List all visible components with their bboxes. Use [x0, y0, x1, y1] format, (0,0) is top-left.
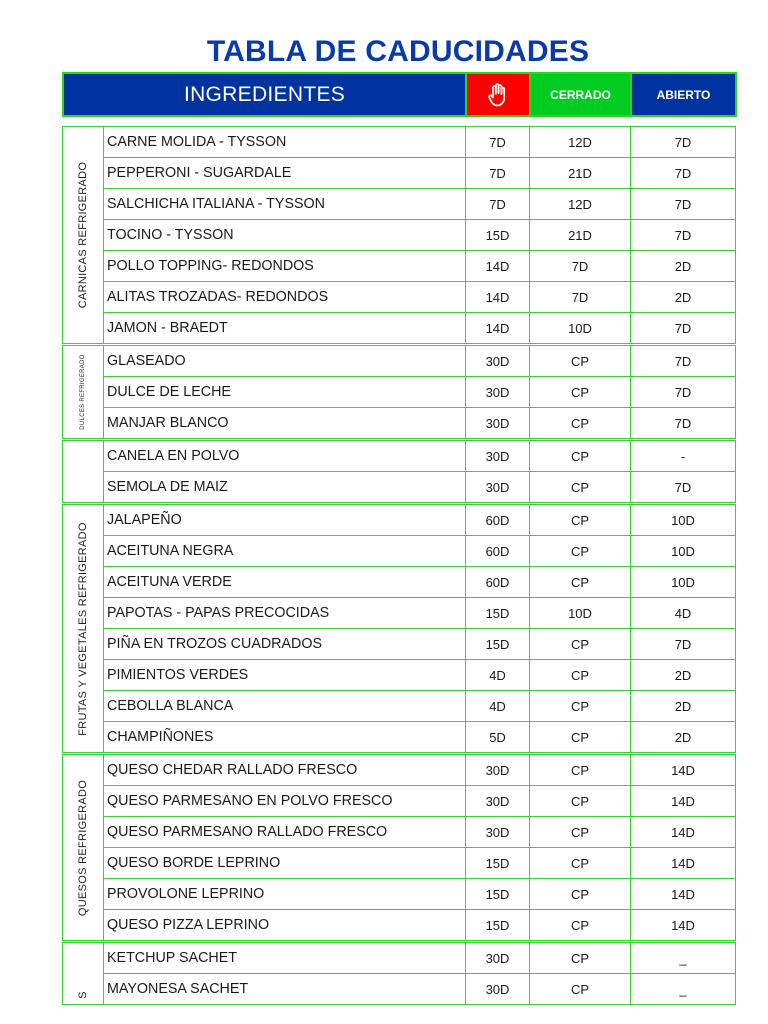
hand-days-cell: 30D	[466, 472, 530, 504]
abierto-cell: 2D	[631, 251, 736, 282]
abierto-cell: 4D	[631, 598, 736, 629]
abierto-cell: 7D	[631, 220, 736, 251]
hand-days-cell: 15D	[466, 848, 530, 879]
table-row	[63, 158, 736, 189]
cerrado-cell: 21D	[530, 220, 631, 251]
hand-days-cell: 30D	[466, 377, 530, 408]
abierto-cell: 7D	[631, 313, 736, 345]
cerrado-cell: 10D	[530, 598, 631, 629]
table-row	[63, 472, 736, 504]
hand-days-cell: 15D	[466, 910, 530, 942]
category-label: CARNICAS REFRIGERADO	[77, 161, 89, 309]
table-row	[63, 754, 736, 786]
cerrado-cell: CP	[530, 660, 631, 691]
cerrado-cell: CP	[530, 567, 631, 598]
ingredient-cell: MANJAR BLANCO	[104, 408, 466, 440]
ingredient-cell: PAPOTAS - PAPAS PRECOCIDAS	[104, 598, 466, 629]
hand-days-cell: 15D	[466, 629, 530, 660]
abierto-cell: 14D	[631, 786, 736, 817]
cerrado-cell: CP	[530, 629, 631, 660]
cerrado-cell: 12D	[530, 127, 631, 158]
category-label: S	[77, 991, 89, 999]
header-ingredientes: INGREDIENTES	[63, 73, 466, 116]
ingredient-cell: CARNE MOLIDA - TYSSON	[104, 127, 466, 158]
table-row	[63, 660, 736, 691]
abierto-cell: 10D	[631, 567, 736, 598]
table-row	[63, 879, 736, 910]
abierto-cell: 7D	[631, 345, 736, 377]
ingredient-cell: PIMIENTOS VERDES	[104, 660, 466, 691]
table-row	[63, 817, 736, 848]
table-row	[63, 377, 736, 408]
table-row	[63, 974, 736, 1005]
abierto-cell: 2D	[631, 660, 736, 691]
ingredient-cell: CANELA EN POLVO	[104, 440, 466, 472]
abierto-cell: 2D	[631, 282, 736, 313]
ingredient-cell: ACEITUNA NEGRA	[104, 536, 466, 567]
table-row	[63, 282, 736, 313]
ingredient-cell: PIÑA EN TROZOS CUADRADOS	[104, 629, 466, 660]
abierto-cell: 14D	[631, 910, 736, 942]
cerrado-cell: CP	[530, 345, 631, 377]
hand-days-cell: 60D	[466, 504, 530, 536]
ingredient-cell: QUESO PIZZA LEPRINO	[104, 910, 466, 942]
abierto-cell: 14D	[631, 817, 736, 848]
abierto-cell: 7D	[631, 408, 736, 440]
abierto-cell: 7D	[631, 377, 736, 408]
hand-days-cell: 30D	[466, 408, 530, 440]
hand-days-cell: 7D	[466, 189, 530, 220]
ingredient-cell: SALCHICHA ITALIANA - TYSSON	[104, 189, 466, 220]
abierto-cell: 7D	[631, 189, 736, 220]
cerrado-cell: CP	[530, 817, 631, 848]
ingredient-cell: ALITAS TROZADAS- REDONDOS	[104, 282, 466, 313]
abierto-cell: 7D	[631, 629, 736, 660]
ingredient-cell: GLASEADO	[104, 345, 466, 377]
cerrado-cell: CP	[530, 910, 631, 942]
category-label: FRUTAS Y VEGETALES REFRIGERADO	[77, 521, 89, 736]
category-label: DULCES REFRIGERADO	[80, 354, 86, 430]
hand-days-cell: 60D	[466, 567, 530, 598]
table-row	[63, 691, 736, 722]
cerrado-cell: 10D	[530, 313, 631, 345]
header-abierto: ABIERTO	[631, 73, 736, 116]
category-cell	[63, 127, 104, 345]
abierto-cell: 7D	[631, 158, 736, 189]
category-cell	[63, 345, 104, 440]
table-row	[63, 504, 736, 536]
ingredient-cell: QUESO PARMESANO EN POLVO FRESCO	[104, 786, 466, 817]
ingredient-cell: ACEITUNA VERDE	[104, 567, 466, 598]
abierto-cell: 2D	[631, 722, 736, 754]
table-row	[63, 786, 736, 817]
hand-days-cell: 30D	[466, 817, 530, 848]
ingredient-cell: CHAMPIÑONES	[104, 722, 466, 754]
abierto-cell: -	[631, 440, 736, 472]
ingredient-cell: PROVOLONE LEPRINO	[104, 879, 466, 910]
table-header	[62, 72, 737, 117]
cerrado-cell: CP	[530, 722, 631, 754]
cerrado-cell: 7D	[530, 251, 631, 282]
ingredient-cell: QUESO CHEDAR RALLADO FRESCO	[104, 754, 466, 786]
table-row	[63, 536, 736, 567]
table-row	[63, 598, 736, 629]
ingredient-cell: TOCINO - TYSSON	[104, 220, 466, 251]
hand-days-cell: 7D	[466, 158, 530, 189]
hand-days-cell: 30D	[466, 786, 530, 817]
cerrado-cell: CP	[530, 440, 631, 472]
table-row	[63, 189, 736, 220]
table-row	[63, 408, 736, 440]
ingredient-cell: CEBOLLA BLANCA	[104, 691, 466, 722]
abierto-cell: 10D	[631, 504, 736, 536]
hand-days-cell: 30D	[466, 754, 530, 786]
hand-days-cell: 14D	[466, 313, 530, 345]
cerrado-cell: CP	[530, 536, 631, 567]
hand-days-cell: 30D	[466, 974, 530, 1005]
table-row	[63, 345, 736, 377]
abierto-cell: 10D	[631, 536, 736, 567]
table-row	[63, 722, 736, 754]
cerrado-cell: CP	[530, 879, 631, 910]
cerrado-cell: CP	[530, 504, 631, 536]
cerrado-cell: CP	[530, 472, 631, 504]
abierto-cell: _	[631, 942, 736, 974]
ingredient-cell: SEMOLA DE MAIZ	[104, 472, 466, 504]
header-cerrado: CERRADO	[530, 73, 631, 116]
hand-days-cell: 5D	[466, 722, 530, 754]
hand-days-cell: 14D	[466, 251, 530, 282]
abierto-cell: 7D	[631, 472, 736, 504]
hand-days-cell: 14D	[466, 282, 530, 313]
category-cell	[63, 504, 104, 754]
table-row	[63, 313, 736, 345]
hand-stop-icon	[467, 82, 529, 108]
cerrado-cell: 21D	[530, 158, 631, 189]
abierto-cell: 7D	[631, 127, 736, 158]
hand-days-cell: 15D	[466, 598, 530, 629]
table-row	[63, 567, 736, 598]
cerrado-cell: CP	[530, 942, 631, 974]
ingredient-cell: MAYONESA SACHET	[104, 974, 466, 1005]
table-row	[63, 848, 736, 879]
ingredient-cell: PEPPERONI - SUGARDALE	[104, 158, 466, 189]
table-row	[63, 629, 736, 660]
table-row	[63, 220, 736, 251]
ingredient-cell: JALAPEÑO	[104, 504, 466, 536]
expiry-table	[62, 126, 736, 1005]
abierto-cell: 14D	[631, 848, 736, 879]
cerrado-cell: CP	[530, 848, 631, 879]
hand-days-cell: 15D	[466, 220, 530, 251]
category-cell	[63, 440, 104, 504]
table-row	[63, 127, 736, 158]
abierto-cell: _	[631, 974, 736, 1005]
cerrado-cell: CP	[530, 691, 631, 722]
category-label: QUESOS REFRIGERADO	[77, 779, 89, 916]
cerrado-cell: CP	[530, 974, 631, 1005]
ingredient-cell: DULCE DE LECHE	[104, 377, 466, 408]
table-row	[63, 942, 736, 974]
table-row	[63, 440, 736, 472]
table-row	[63, 251, 736, 282]
ingredient-cell: QUESO PARMESANO RALLADO FRESCO	[104, 817, 466, 848]
cerrado-cell: CP	[530, 408, 631, 440]
cerrado-cell: 12D	[530, 189, 631, 220]
cerrado-cell: CP	[530, 377, 631, 408]
ingredient-cell: QUESO BORDE LEPRINO	[104, 848, 466, 879]
table-row	[63, 910, 736, 942]
ingredient-cell: KETCHUP SACHET	[104, 942, 466, 974]
hand-days-cell: 30D	[466, 942, 530, 974]
ingredient-cell: JAMON - BRAEDT	[104, 313, 466, 345]
cerrado-cell: CP	[530, 754, 631, 786]
category-cell	[63, 942, 104, 1005]
abierto-cell: 14D	[631, 754, 736, 786]
hand-days-cell: 30D	[466, 440, 530, 472]
hand-days-cell: 4D	[466, 660, 530, 691]
page-title: TABLA DE CADUCIDADES	[206, 35, 590, 68]
abierto-cell: 2D	[631, 691, 736, 722]
cerrado-cell: CP	[530, 786, 631, 817]
hand-days-cell: 60D	[466, 536, 530, 567]
abierto-cell: 14D	[631, 879, 736, 910]
hand-days-cell: 7D	[466, 127, 530, 158]
hand-days-cell: 30D	[466, 345, 530, 377]
header-hand-cell	[466, 73, 530, 116]
cerrado-cell: 7D	[530, 282, 631, 313]
ingredient-cell: POLLO TOPPING- REDONDOS	[104, 251, 466, 282]
hand-days-cell: 15D	[466, 879, 530, 910]
category-cell	[63, 754, 104, 942]
hand-days-cell: 4D	[466, 691, 530, 722]
